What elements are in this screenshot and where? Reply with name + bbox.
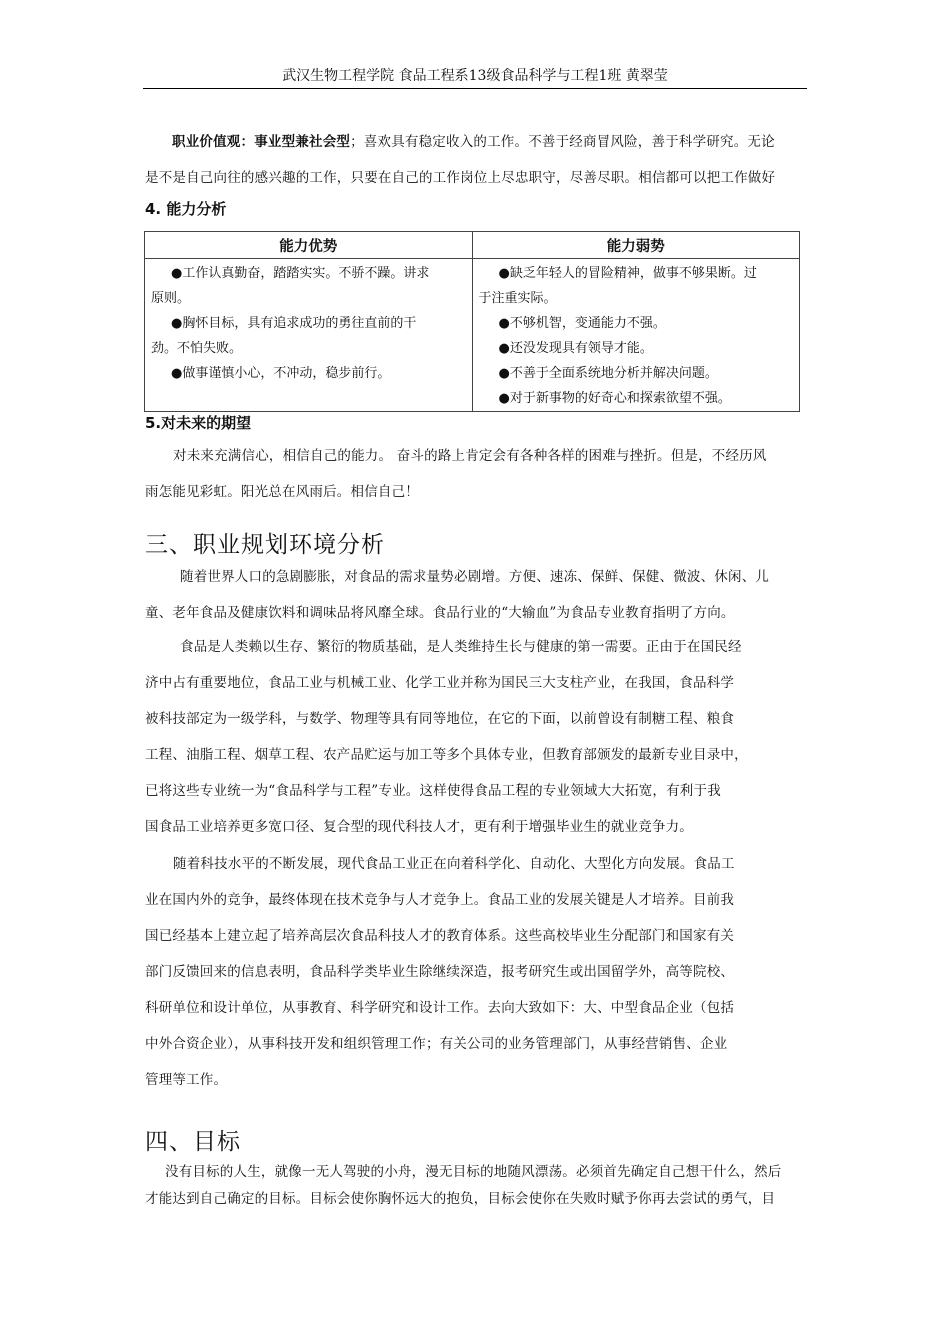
paragraph-line: 管理等工作。: [145, 1072, 228, 1088]
paragraph-line: 童、老年食品及健康饮料和调味品将风靡全球。食品行业的“大输血”为食品专业教育指明了方向。: [145, 605, 735, 621]
weakness-line: ●不够机智，变通能力不强。: [498, 316, 666, 331]
strengths-cell: [145, 259, 473, 412]
weakness-line: 于注重实际。: [478, 291, 557, 306]
section-4-heading: 4. 能力分析: [145, 200, 227, 218]
page-header: 武汉生物工程学院 食品工程系13级食品科学与工程1班 黄翠莹: [143, 66, 807, 89]
paragraph-line: 国已经基本上建立起了培养高层次食品科技人才的教育体系。这些高校毕业生分配部门和国家有关: [145, 928, 735, 944]
strength-line: 原则。: [151, 291, 191, 306]
goal-paragraph: [145, 1159, 805, 1213]
paragraph-line: 随着科技水平的不断发展，现代食品工业正在向着科学化、自动化、大型化方向发展。食品工: [173, 856, 735, 872]
strength-line: ●工作认真勤奋，踏踏实实。不骄不躁。讲求: [171, 266, 430, 281]
ability-table-header-row: [145, 232, 800, 259]
paragraph-line: 才能达到自己确定的目标。目标会使你胸怀远大的抱负，目标会使你在失败时赋予你再去尝试的勇气，目: [145, 1191, 776, 1207]
weakness-line: ●还没发现具有领导才能。: [498, 341, 653, 356]
section-5-heading: 5.对未来的期望: [145, 414, 252, 432]
strength-line: 劲。不怕失败。: [151, 341, 243, 356]
environment-paragraph-2: [145, 629, 805, 845]
weakness-line: ●缺乏年轻人的冒险精神，做事不够果断。过: [498, 266, 757, 281]
paragraph-line: 中外合资企业），从事科技开发和组织管理工作；有关公司的业务管理部门，从事经营销售、企业: [145, 1036, 728, 1052]
career-values-text-1: ；喜欢具有稳定收入的工作。不善于经商冒风险，善于科学研究。无论: [350, 134, 775, 150]
paragraph-line: 工程、油脂工程、烟草工程、农产品贮运与加工等多个具体专业，但教育部颁发的最新专业目录中，: [145, 747, 748, 763]
paragraph-line: 济中占有重要地位，食品工业与机械工业、化学工业并称为国民三大支柱产业，在我国，食品科学: [145, 675, 735, 691]
strength-line: ●做事谨慎小心，不冲动，稳步前行。: [171, 366, 391, 381]
career-values-text-2: 是不是自己向往的感兴趣的工作，只要在自己的工作岗位上尽忠职守，尽善尽职。相信都可以把工作做好: [145, 170, 776, 186]
goal-heading: 四、目标: [145, 1129, 241, 1155]
paragraph-line: 已将这些专业统一为“食品科学与工程”专业。这样使得食品工程的专业领域大大拓宽，有利于我: [145, 783, 721, 799]
career-values-paragraph: [145, 124, 805, 196]
weaknesses-header: 能力弱势: [472, 232, 800, 259]
paragraph-line: 科研单位和设计单位，从事教育、科学研究和设计工作。去向大致如下：大、中型食品企业（包括: [145, 1000, 735, 1016]
paragraph-line: 国食品工业培养更多宽口径、复合型的现代科技人才，更有利于增强毕业生的就业竞争力。: [145, 819, 693, 835]
paragraph-line: 没有目标的人生，就像一无人驾驶的小舟，漫无目标的地随风漂荡。必须首先确定自己想干什么，然后: [165, 1164, 782, 1180]
environment-paragraph-1: [145, 559, 805, 631]
ability-table-body-row: [145, 259, 800, 412]
paragraph-line: 被科技部定为一级学科，与数学、物理等具有同等地位，在它的下面，以前曾设有制糖工程、粮食: [145, 711, 735, 727]
paragraph-line: 业在国内外的竞争，最终体现在技术竞争与人才竞争上。食品工业的发展关键是人才培养。目前我: [145, 892, 735, 908]
ability-table: [144, 231, 800, 412]
paragraph-line: 对未来充满信心，相信自己的能力。 奋斗的路上肯定会有各种各样的困难与挫折。但是，不经历风: [173, 448, 767, 464]
paragraph-line: 随着世界人口的急剧膨胀，对食品的需求量势必剧增。方便、速冻、保鲜、保健、微波、休闲、儿: [180, 569, 770, 585]
environment-analysis-heading: 三、职业规划环境分析: [145, 532, 385, 558]
strengths-header: 能力优势: [145, 232, 473, 259]
career-values-label: 职业价值观：事业型兼社会型: [172, 134, 351, 150]
weakness-line: ●对于新事物的好奇心和探索欲望不强。: [498, 391, 731, 406]
paragraph-line: 部门反馈回来的信息表明，食品科学类毕业生除继续深造，报考研究生或出国留学外，高等院校、: [145, 964, 735, 980]
future-expectation-paragraph: [145, 438, 805, 510]
paragraph-line: 食品是人类赖以生存、繁衍的物质基础，是人类维持生长与健康的第一需要。正由于在国民经: [180, 639, 742, 655]
weaknesses-cell: [472, 259, 800, 412]
strength-line: ●胸怀目标，具有追求成功的勇往直前的干: [171, 316, 417, 331]
paragraph-line: 雨怎能见彩虹。阳光总在风雨后。相信自己！: [145, 484, 419, 500]
environment-paragraph-3: [145, 846, 805, 1098]
weakness-line: ●不善于全面系统地分析并解决问题。: [498, 366, 718, 381]
